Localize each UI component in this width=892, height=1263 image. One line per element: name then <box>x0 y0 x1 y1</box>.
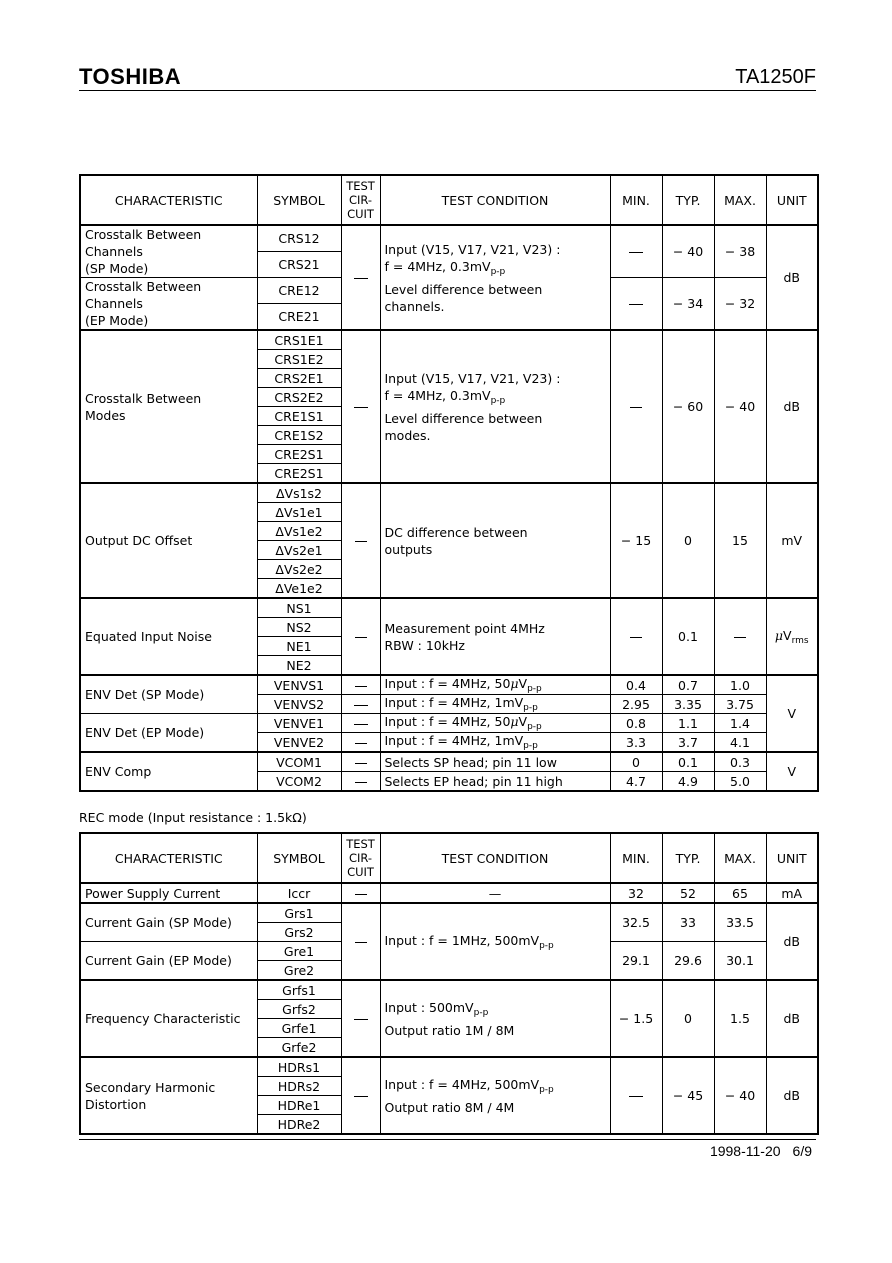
table-row: Grfs2 <box>80 1000 818 1019</box>
table-row: CRE21 <box>80 304 818 330</box>
table-row: Output DC Offset ΔVs1s2 DC difference between outputs − 15 0 15 mV <box>80 483 818 503</box>
rec-mode-note: REC mode (Input resistance : 1.5kΩ) <box>79 810 307 825</box>
table-row: CRE2S1 <box>80 445 818 464</box>
table-row: HDRe1 <box>80 1096 818 1115</box>
table-row: CRE1S2 <box>80 426 818 445</box>
brand-logo: TOSHIBA <box>79 64 182 89</box>
table-row: CRE2S1 <box>80 464 818 484</box>
table-row: NE2 <box>80 656 818 676</box>
table-row: Frequency Characteristic Grfs1 Input : $500mV_{p-p}$ Output ratio 1M / 8M − 1.5 0 1.5 dB <box>80 980 818 1000</box>
table-row: VENVS2 Input : f = 4MHz, $1mV_{p-p}$ 2.95 3.35 3.75 <box>80 695 818 714</box>
test-circuit-header: TEST CIR- CUIT <box>341 175 380 225</box>
table-row: CRS1E2 <box>80 350 818 369</box>
footer-rule <box>79 1139 816 1140</box>
table-row: ΔVe1e2 <box>80 579 818 599</box>
test-circuit-header: TEST CIR- CUIT <box>341 833 380 883</box>
table-row: NS2 <box>80 618 818 637</box>
table-row: CRS2E2 <box>80 388 818 407</box>
table-row: Gre2 <box>80 961 818 981</box>
table-row: VENVE2 Input : f = 4MHz, $1mV_{p-p}$ 3.3 3.7 4.1 <box>80 733 818 753</box>
table-row: Grs2 <box>80 923 818 942</box>
table-row: Equated Input Noise NS1 Measurement point 4MHz RBW : 10kHz 0.1 $\mu V_{rms}$ <box>80 598 818 618</box>
table-row: Power Supply Current Iccr — 32 52 65 mA <box>80 883 818 903</box>
characteristics-table <box>79 174 819 792</box>
table-row: VCOM2 Selects EP head; pin 11 high 4.7 4.9 5.0 <box>80 772 818 792</box>
table-row: ΔVs2e1 <box>80 541 818 560</box>
table-row: CRS21 <box>80 251 818 277</box>
table-header-row: CHARACTERISTIC SYMBOL TEST CIR- CUIT TEST CONDITION MIN. TYP. MAX. UNIT <box>80 833 818 883</box>
table-row: Secondary Harmonic Distortion HDRs1 Input : f = 4MHz, $500mV_{p-p}$ Output ratio 8M / 4M − 45 − 40 dB <box>80 1057 818 1077</box>
table-row: ENV Det (EP Mode) VENVE1 Input : f = 4MHz, $50\mu V_{p-p}$ 0.8 1.1 1.4 <box>80 714 818 733</box>
table-row: Crosstalk Between Modes CRS1E1 Input (V15, V17, V21, V23) : f = 4MHz, $0.3mV_{p-p}$ Level difference between modes. − 60 − 40 dB <box>80 330 818 350</box>
table-row: CRE1S1 <box>80 407 818 426</box>
table-row: Current Gain (EP Mode) Gre1 29.1 29.6 30.1 <box>80 942 818 961</box>
table-row: ENV Det (SP Mode) VENVS1 Input : f = 4MHz, $50\mu V_{p-p}$ 0.4 0.7 1.0 V <box>80 675 818 695</box>
table-row: HDRe2 <box>80 1115 818 1135</box>
table-row: ΔVs1e1 <box>80 503 818 522</box>
table-row: CRS2E1 <box>80 369 818 388</box>
footer-date: 1998-11-20 <box>709 1143 781 1159</box>
table-row: ΔVs2e2 <box>80 560 818 579</box>
table-row: Current Gain (SP Mode) Grs1 Input : f = 1MHz, $500mV_{p-p}$ 32.5 33 33.5 dB <box>80 903 818 923</box>
table-header-row: CHARACTERISTIC SYMBOL TEST CIR- CUIT TEST CONDITION MIN. TYP. MAX. UNIT <box>80 175 818 225</box>
header-rule <box>79 90 816 91</box>
rec-mode-table <box>79 832 819 1135</box>
footer <box>698 1143 812 1159</box>
table-row: Grfe1 <box>80 1019 818 1038</box>
table-row: ΔVs1e2 <box>80 522 818 541</box>
table-row: ENV Comp VCOM1 Selects SP head; pin 11 low 0 0.1 0.3 V <box>80 752 818 772</box>
page-number: 6/9 <box>792 1143 812 1159</box>
table-row: Grfe2 <box>80 1038 818 1058</box>
table-row: Crosstalk Between Channels (SP Mode) CRS12 Input (V15, V17, V21, V23) : f = 4MHz, $0.3mV_{p-p}$ Level difference between channels. − 40 − 38 dB <box>80 225 818 251</box>
table-row: NE1 <box>80 637 818 656</box>
table-row: Crosstalk Between Channels (EP Mode) CRE12 − 34 − 32 <box>80 278 818 304</box>
table-row: HDRs2 <box>80 1077 818 1096</box>
part-number: TA1250F <box>735 66 816 88</box>
